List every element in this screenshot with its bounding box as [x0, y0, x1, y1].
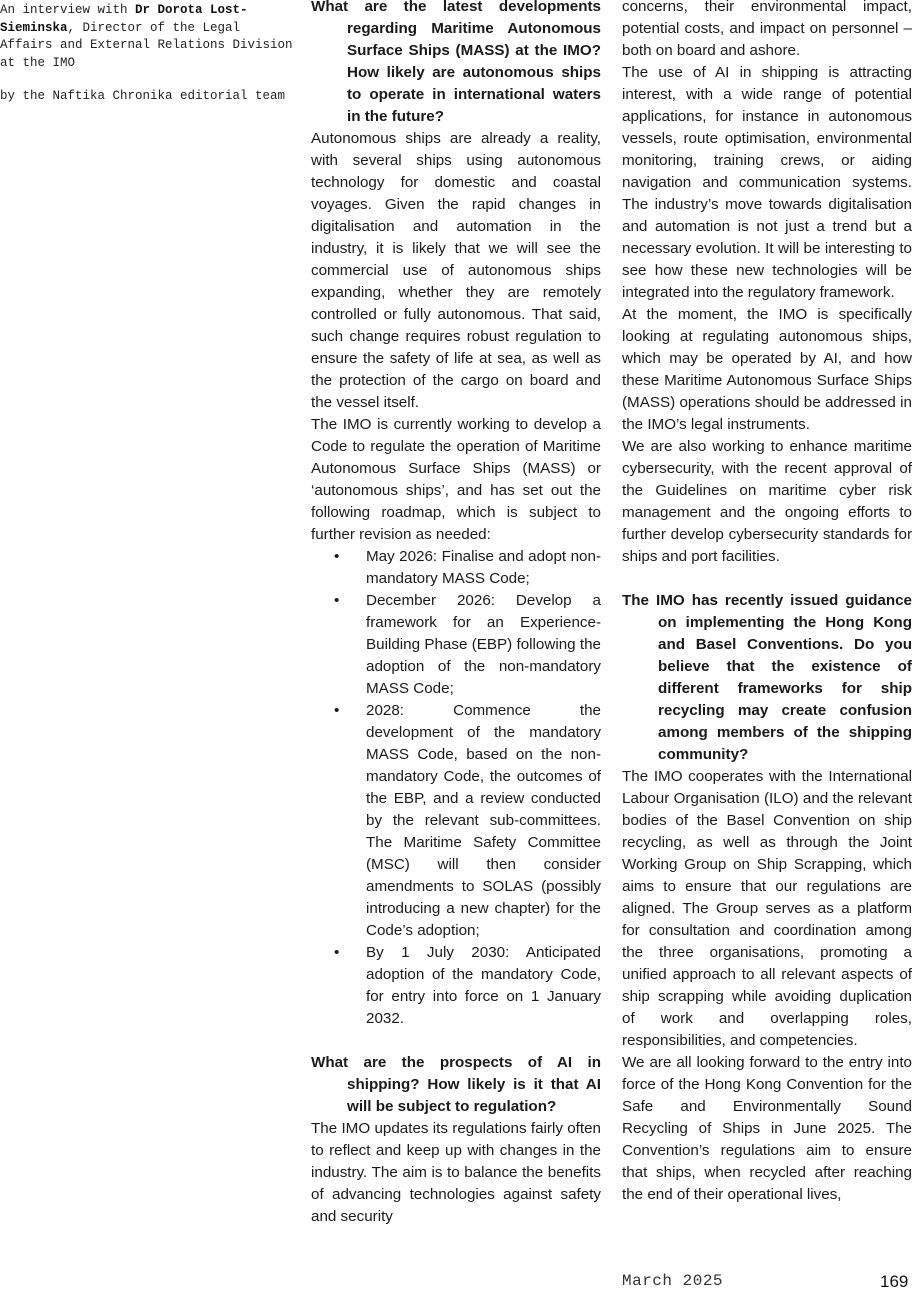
roadmap-item-text: By 1 July 2030: Anticipated adoption of the mandatory Code, for entry into force on 1 January 2032.: [366, 944, 601, 1027]
bullet-icon: •: [334, 592, 340, 609]
roadmap-item: [311, 590, 601, 700]
bullet-icon: •: [334, 944, 340, 961]
roadmap-item-text: December 2026: Develop a framework for an Experience-Building Phase (EBP) following the adoption of the non-mandatory MASS Code;: [366, 592, 601, 697]
bullet-icon: •: [334, 702, 340, 719]
answer-paragraph: We are all looking forward to the entry into force of the Hong Kong Convention for the Safe and Environmentally Sound Recycling of Ships in June 2025. The Convention’s regulations aim to ensure that ships, when recycled after reaching the end of their operational lives,: [622, 1054, 912, 1203]
intro-sidebar: [0, 2, 300, 106]
intro-line: [0, 2, 300, 72]
byline: by the Naftika Chronika editorial team: [0, 89, 286, 103]
question-ai: What are the prospects of AI in shipping? How likely is it that AI will be subject to regulation?: [311, 1054, 601, 1115]
answer-paragraph: The IMO updates its regulations fairly often to reflect and keep up with changes in the industry. The aim is to balance the benefits of advancing technologies against safety and security: [311, 1120, 601, 1225]
answer-paragraph: We are also working to enhance maritime cybersecurity, with the recent approval of the Guidelines on maritime cyber risk management and the ongoing efforts to further develop cybersecurity standards for ships and port facilities.: [622, 438, 912, 565]
question-ship-recycling: The IMO has recently issued guidance on implementing the Hong Kong and Basel Conventions. Do you believe that the existence of different frameworks for ship recycling may create confusion among members of the shipping community?: [622, 592, 912, 763]
bullet-icon: •: [334, 548, 340, 565]
intro-prefix: An interview with: [0, 3, 136, 17]
spacer: [311, 1030, 601, 1052]
intro-suffix: , Director of the Legal Affairs and External Relations Division at the IMO: [0, 20, 293, 70]
answer-paragraph: The IMO is currently working to develop a Code to regulate the operation of Maritime Autonomous Surface Ships (MASS) or ‘autonomous ships’, and has set out the following roadmap, which is subject to further revision as needed:: [311, 416, 601, 543]
interviewee-name: Dr Dorota Lost-Sieminska: [0, 3, 248, 35]
answer-paragraph: concerns, their environmental impact, potential costs, and impact on personnel – both on board and ashore.: [622, 0, 912, 59]
column-right: [622, 0, 912, 1206]
question-mass: What are the latest developments regarding Maritime Autonomous Surface Ships (MASS) at the IMO? How likely are autonomous ships to operate in international waters in the future?: [311, 0, 601, 125]
issue-date: March 2025: [622, 1272, 724, 1290]
roadmap-item-text: 2028: Commence the development of the mandatory MASS Code, based on the non-mandatory Code, the outcomes of the EBP, and a review conducted by the relevant sub-committees. The Maritime Safety Committee (MSC) will then consider amendments to SOLAS (possibly introducing a new chapter) for the Code’s adoption;: [366, 702, 601, 939]
spacer: [622, 568, 912, 590]
answer-paragraph: At the moment, the IMO is specifically looking at regulating autonomous ships, which may be operated by AI, and how these Maritime Autonomous Surface Ships (MASS) operations should be addressed in the IMO’s legal instruments.: [622, 306, 912, 433]
roadmap-item: [311, 546, 601, 590]
roadmap-item-text: May 2026: Finalise and adopt non-mandatory MASS Code;: [366, 548, 601, 587]
roadmap-item: [311, 700, 601, 942]
roadmap-item: [311, 942, 601, 1030]
answer-paragraph: Autonomous ships are already a reality, with several ships using autonomous technology for domestic and coastal voyages. Given the rapid changes in digitalisation and automation in the industry, it is likely that we will see the commercial use of autonomous ships expanding, whether they are remotely controlled or fully autonomous. That said, such change requires robust regulation to ensure the safety of life at sea, as well as the protection of the cargo on board and the vessel itself.: [311, 130, 601, 411]
answer-paragraph: The use of AI in shipping is attracting interest, with a wide range of potential applications, for instance in autonomous vessels, route optimisation, environmental monitoring, training crews, or aiding navigation and communication systems. The industry’s move towards digitalisation and automation is not just a trend but a necessary evolution. It will be interesting to see how these new technologies will be integrated into the regulatory framework.: [622, 64, 912, 301]
page-number: 169: [880, 1272, 909, 1291]
column-left: [311, 0, 601, 1228]
answer-paragraph: The IMO cooperates with the International Labour Organisation (ILO) and the relevant bodies of the Basel Convention on ship recycling, as well as through the Joint Working Group on Ship Scrapping, which aims to ensure that our regulations are aligned. The Group serves as a platform for consultation and coordination among the three organisations, promoting a unified approach to all relevant aspects of ship scrapping while avoiding duplication of work and overlapping roles, responsibilities, and competencies.: [622, 768, 912, 1049]
roadmap-list: [311, 546, 601, 1030]
